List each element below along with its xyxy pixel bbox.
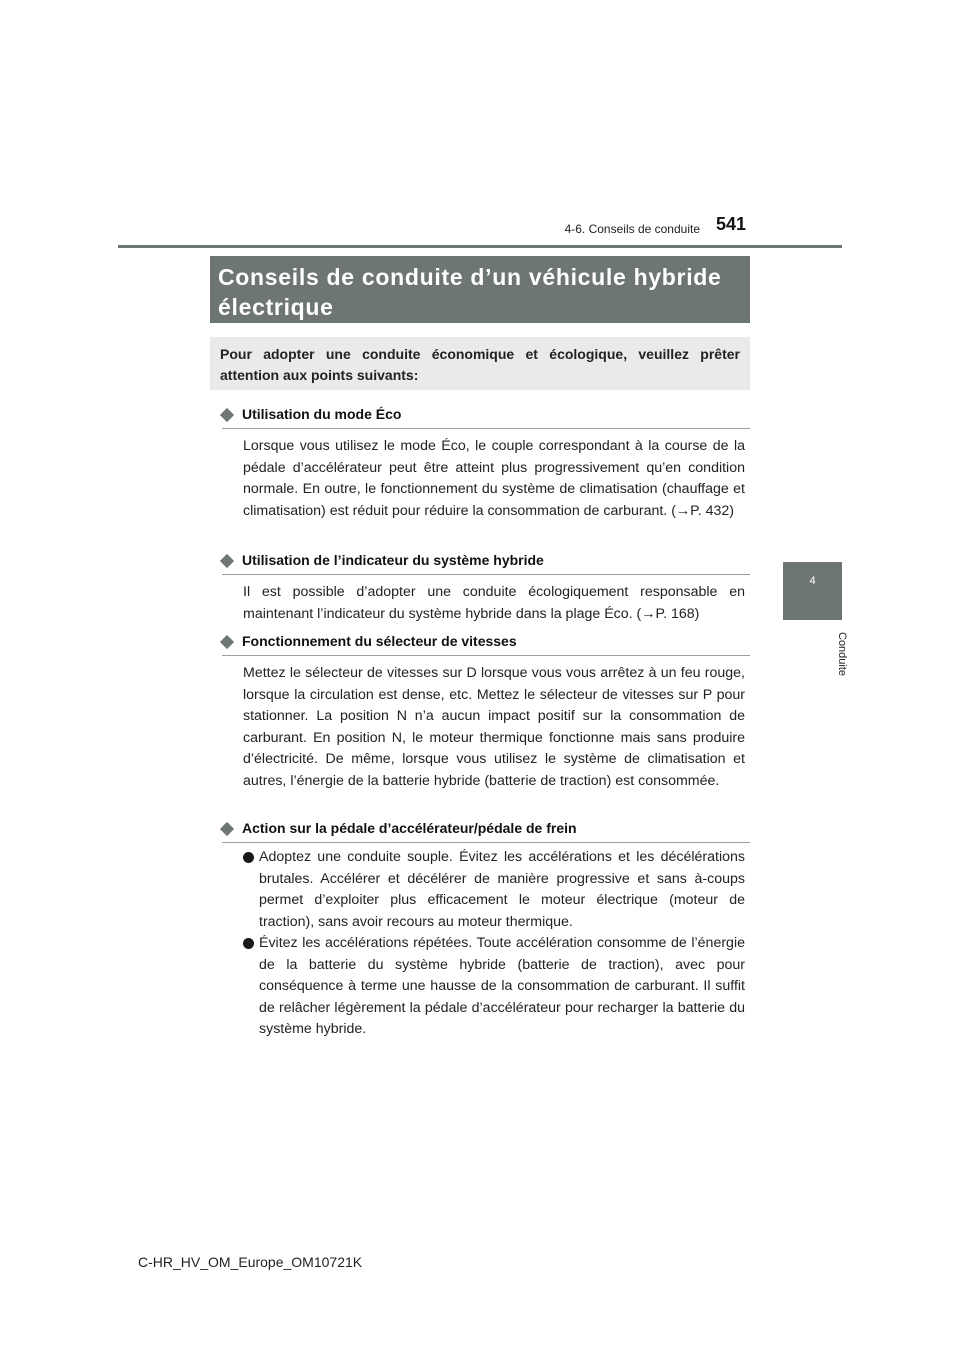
list-item-text: Adoptez une conduite souple. Évitez les accélérations et les décélérations brutales. Accélérer et décélérer de manière progressive et sans à-coups permet d’exploiter plus efficacement le moteur électrique (moteur de traction), sans avoir recours au moteur thermique. [259, 849, 745, 930]
document-code: C-HR_HV_OM_Europe_OM10721K [138, 1254, 363, 1270]
list-item-text: Évitez les accélérations répétées. Toute accélération consomme de l’énergie de la batterie du système hybride (batterie de traction), avec pour conséquence à terme une hausse de la consommation de carburant. Il suffit de relâcher légèrement la pédale d’accélérateur pour recharger la batterie du système hybride. [259, 935, 745, 1038]
section-heading-shift-lever [222, 633, 750, 656]
intro-box [210, 337, 750, 390]
diamond-bullet-icon [220, 822, 234, 836]
diamond-bullet-icon [220, 635, 234, 649]
intro-text: Pour adopter une conduite économique et écologique, veuillez prêter attention aux points suivants: [220, 346, 740, 383]
section-heading-pedals [222, 820, 750, 843]
running-header-section: 4-6. Conseils de conduite [564, 222, 700, 236]
chapter-label: Conduite [836, 632, 848, 677]
section-heading-hybrid-indicator [222, 552, 750, 575]
section-heading-text: Utilisation de l’indicateur du système hybride [242, 552, 544, 568]
section-heading-eco-mode [222, 406, 750, 429]
list-item [243, 933, 745, 1041]
section-body-eco-mode: Lorsque vous utilisez le mode Éco, le couple correspondant à la course de la pédale d’accélérateur peut être atteint plus progressivement qu’en condition normale. En outre, le fonctionnement du système de climatisation (chauffage et climatisation) est réduit pour réduire la consommation de carburant. (→P. 432) [243, 438, 745, 519]
chapter-number: 4 [809, 575, 816, 587]
round-bullet-icon [243, 938, 254, 949]
section-body-hybrid-indicator: Il est possible d’adopter une conduite écologiquement responsable en maintenant l’indicateur du système hybride dans la plage Éco. (→P. 168) [243, 584, 745, 622]
section-body-shift-lever: Mettez le sélecteur de vitesses sur D lorsque vous vous arrêtez à un feu rouge, lorsque la circulation est dense, etc. Mettez le sélecteur de vitesses sur P pour stationner. La position N n’a aucun impact positif sur la consommation de carburant. En position N, le moteur thermique fonctionne mais sans produire d’électricité. De même, lorsque vous utilisez le système de climatisation et autres, l’énergie de la batterie hybride (batterie de traction) est consommée. [243, 665, 745, 789]
header-divider [118, 245, 842, 248]
round-bullet-icon [243, 852, 254, 863]
diamond-bullet-icon [220, 408, 234, 422]
list-item [243, 847, 745, 933]
section-heading-text: Utilisation du mode Éco [242, 406, 402, 422]
section-heading-text: Action sur la pédale d’accélérateur/pédale de frein [242, 820, 577, 836]
section-heading-text: Fonctionnement du sélecteur de vitesses [242, 633, 517, 649]
page-title-banner [210, 256, 750, 323]
diamond-bullet-icon [220, 554, 234, 568]
page-title: Conseils de conduite d’un véhicule hybride électrique [218, 264, 722, 320]
page-number: 541 [716, 214, 747, 234]
chapter-tab [783, 562, 842, 620]
